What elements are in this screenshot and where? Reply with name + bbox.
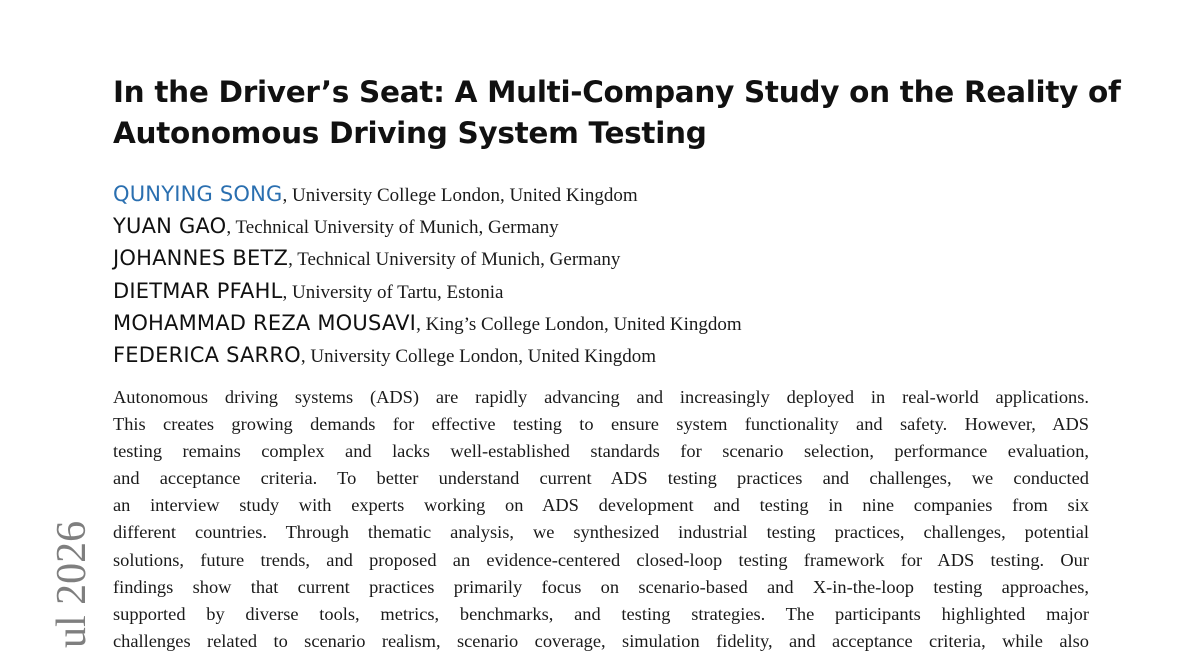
abstract-line: findings show that current practices primarily focus on scenario-based and X-in-the-loop testing approaches, — [113, 576, 1089, 597]
author-name: MOHAMMAD REZA MOUSAVI — [113, 310, 417, 335]
author-affiliation: , King’s College London, United Kingdom — [416, 313, 742, 335]
author-affiliation: , University College London, United Kingdom — [282, 185, 638, 206]
author-entry — [113, 307, 1113, 339]
author-entry — [113, 242, 1113, 274]
author-name: FEDERICA SARRO — [113, 342, 301, 367]
abstract — [113, 384, 1089, 655]
author-list — [113, 178, 1113, 371]
author-name-link[interactable]: QUNYING SONG — [113, 182, 283, 206]
abstract-line: different countries. Through thematic analysis, we synthesized industrial testing practices, challenges, potential — [113, 522, 1089, 543]
abstract-line: challenges related to scenario realism, scenario coverage, simulation fidelity, and acceptance criteria, while also — [113, 630, 1089, 651]
title-line: Autonomous Driving System Testing — [113, 116, 707, 150]
author-entry — [113, 339, 1113, 371]
abstract-line: supported by diverse tools, metrics, benchmarks, and testing strategies. The participants highlighted major — [113, 603, 1089, 624]
side-stamp: ul 2026 — [49, 520, 95, 648]
author-name: YUAN GAO — [113, 214, 227, 239]
abstract-line: solutions, future trends, and proposed an evidence-centered closed-loop testing framework for ADS testing. Our — [113, 549, 1089, 570]
abstract-line: an interview study with experts working on ADS development and testing in nine companies from six — [113, 495, 1089, 516]
author-affiliation: , Technical University of Munich, Germany — [288, 249, 621, 271]
abstract-line: This creates growing demands for effective testing to ensure system functionality and safety. However, ADS — [113, 414, 1089, 435]
author-entry — [113, 275, 1113, 307]
author-affiliation: , Technical University of Munich, Germany — [226, 217, 559, 239]
author-affiliation: , University of Tartu, Estonia — [282, 281, 504, 303]
title-line: In the Driver’s Seat: A Multi-Company Study on the Reality of — [113, 75, 1121, 109]
author-entry — [113, 178, 1113, 210]
author-affiliation: , University College London, United Kingdom — [300, 345, 657, 367]
abstract-line: and acceptance criteria. To better understand current ADS testing practices and challenges, we conducted — [113, 468, 1089, 489]
author-name: JOHANNES BETZ — [113, 246, 289, 271]
paper-title — [113, 72, 1121, 154]
abstract-line: testing remains complex and lacks well-established standards for scenario selection, performance evaluation, — [113, 441, 1089, 462]
abstract-line: Autonomous driving systems (ADS) are rapidly advancing and increasingly deployed in real-world applications. — [113, 387, 1089, 407]
author-name: DIETMAR PFAHL — [113, 278, 283, 303]
author-entry — [113, 210, 1113, 242]
